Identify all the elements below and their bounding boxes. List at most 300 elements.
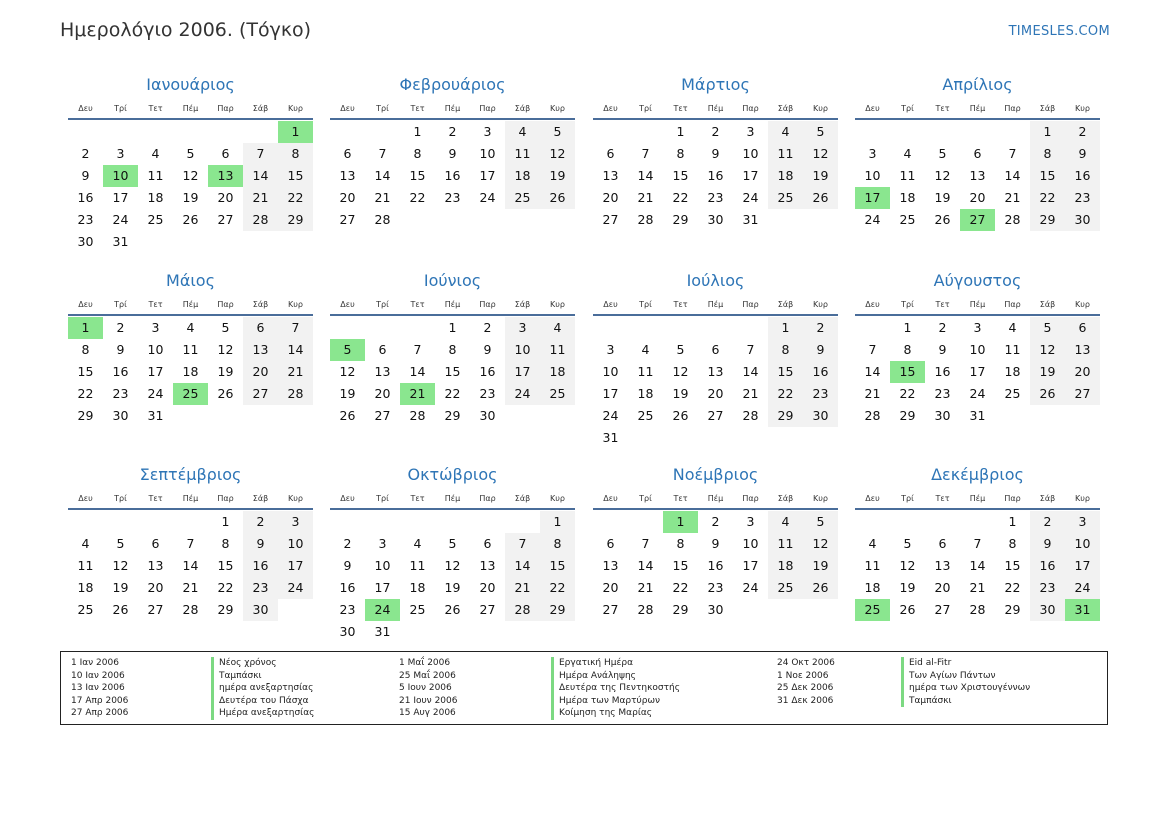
day-cell: 5 (676, 342, 685, 357)
empty-cell (540, 621, 575, 643)
empty-cell (138, 121, 173, 143)
week-row (68, 599, 313, 621)
day-cell: 16 (444, 168, 461, 183)
day-cell: 26 (540, 187, 575, 209)
weekday-label: Δευ (340, 104, 355, 113)
day-cell: 22 (672, 580, 689, 595)
day-cell: 17 (742, 558, 759, 573)
day-cell: 14 (278, 339, 313, 361)
empty-cell (593, 317, 628, 339)
empty-cell (330, 511, 365, 533)
day-cell: 14 (182, 558, 199, 573)
day-cell: 22 (77, 386, 94, 401)
day-cell: 1 (903, 320, 912, 335)
week-row (855, 317, 1100, 339)
weekday-label: Τετ (935, 494, 950, 503)
day-cell: 30 (112, 408, 129, 423)
day-cell: 16 (707, 558, 724, 573)
day-cell: 13 (602, 168, 619, 183)
day-cell: 15 (1030, 165, 1065, 187)
day-cell: 20 (602, 190, 619, 205)
day-cell: 19 (899, 580, 916, 595)
week-row (593, 511, 838, 533)
holiday-name: Των Αγίων Πάντων (901, 670, 1030, 683)
day-cell: 28 (374, 212, 391, 227)
day-cell: 4 (151, 146, 160, 161)
day-cell: 2 (81, 146, 90, 161)
day-cell: 18 (182, 364, 199, 379)
day-cell: 30 (707, 212, 724, 227)
day-cell: 18 (899, 190, 916, 205)
month-block (855, 267, 1100, 427)
empty-cell (470, 621, 505, 643)
day-cell: 28 (637, 212, 654, 227)
header-divider (855, 314, 1100, 316)
empty-cell (855, 121, 890, 143)
day-cell: 23 (444, 190, 461, 205)
weekday-label: Πέμ (969, 494, 986, 503)
day-cell: 9 (483, 342, 492, 357)
day-cell: 14 (243, 165, 278, 187)
holiday-name: Δευτέρα της Πεντηκοστής (551, 682, 680, 695)
day-cell: 2 (243, 511, 278, 533)
day-cell: 16 (112, 364, 129, 379)
empty-cell (698, 427, 733, 449)
weekday-label: Σάβ (252, 104, 269, 113)
day-cell: 16 (707, 168, 724, 183)
day-cell: 7 (278, 317, 313, 339)
day-cell: 10 (1065, 533, 1100, 555)
day-cell: 12 (182, 168, 199, 183)
day-cell: 1 (1008, 514, 1017, 529)
empty-cell (173, 121, 208, 143)
empty-cell (593, 121, 628, 143)
day-cell: 29 (768, 405, 803, 427)
day-cell: 7 (641, 536, 650, 551)
weekday-header (330, 295, 575, 314)
day-cell: 4 (505, 121, 540, 143)
day-cell: 12 (803, 533, 838, 555)
empty-cell (925, 511, 960, 533)
day-cell: 21 (505, 577, 540, 599)
day-cell: 3 (483, 124, 492, 139)
header-divider (330, 508, 575, 510)
day-cell: 24 (147, 386, 164, 401)
holiday-date: 21 Ιουν 2006 (399, 695, 458, 706)
holiday-name: Ημέρα ανεξαρτησίας (211, 707, 314, 720)
day-cell: 9 (343, 558, 352, 573)
empty-cell (505, 209, 540, 231)
empty-cell (278, 231, 313, 253)
day-cell: 20 (339, 190, 356, 205)
day-cell: 6 (938, 536, 947, 551)
weekday-label: Παρ (1004, 104, 1021, 113)
day-cell: 12 (112, 558, 129, 573)
day-cell: 10 (278, 533, 313, 555)
holiday-day-cell: 21 (400, 383, 435, 405)
day-cell: 3 (116, 146, 125, 161)
day-cell: 15 (672, 558, 689, 573)
day-cell: 27 (602, 212, 619, 227)
weekday-header (855, 99, 1100, 118)
weekday-header (855, 489, 1100, 508)
day-cell: 21 (243, 187, 278, 209)
day-cell: 10 (742, 146, 759, 161)
holiday-date: 5 Ιουν 2006 (399, 683, 452, 694)
day-cell: 28 (243, 209, 278, 231)
day-cell: 17 (278, 555, 313, 577)
empty-cell (435, 511, 470, 533)
header-divider (68, 314, 313, 316)
day-cell: 26 (803, 187, 838, 209)
day-cell: 23 (479, 386, 496, 401)
day-cell: 6 (151, 536, 160, 551)
day-cell: 17 (374, 580, 391, 595)
day-cell: 26 (672, 408, 689, 423)
month-name: Αύγουστος (933, 271, 1022, 290)
day-cell: 4 (868, 536, 877, 551)
empty-cell (628, 317, 663, 339)
day-cell: 5 (186, 146, 195, 161)
day-cell: 29 (444, 408, 461, 423)
day-cell: 2 (448, 124, 457, 139)
day-cell: 25 (768, 187, 803, 209)
day-cell: 12 (339, 364, 356, 379)
day-cell: 18 (147, 190, 164, 205)
week-row (68, 143, 313, 165)
week-row (593, 317, 838, 339)
empty-cell (855, 317, 890, 339)
holiday-dates-column (777, 657, 835, 707)
day-cell: 22 (444, 386, 461, 401)
holiday-names-column (551, 657, 680, 720)
day-cell: 25 (147, 212, 164, 227)
weekday-label: Πέμ (444, 494, 461, 503)
weekday-label: Δευ (340, 300, 355, 309)
holiday-date: 25 Δεκ 2006 (777, 683, 834, 694)
empty-cell (995, 405, 1030, 427)
day-cell: 2 (483, 320, 492, 335)
holiday-date: 15 Αυγ 2006 (399, 708, 456, 719)
day-cell: 6 (711, 342, 720, 357)
day-cell: 9 (243, 533, 278, 555)
day-cell: 7 (641, 146, 650, 161)
day-cell: 17 (1065, 555, 1100, 577)
header-divider (593, 508, 838, 510)
holiday-name: ημέρα των Χριστουγέννων (901, 682, 1030, 695)
month-name: Μάιος (166, 271, 215, 290)
holiday-dates-column (399, 657, 457, 720)
holiday-name: Δευτέρα του Πάσχα (211, 695, 314, 708)
month-name: Οκτώβριος (407, 465, 498, 484)
day-cell: 16 (1065, 165, 1100, 187)
day-cell: 2 (116, 320, 125, 335)
empty-cell (278, 405, 313, 427)
month-name: Φεβρουάριος (399, 75, 506, 94)
day-cell: 8 (676, 536, 685, 551)
day-cell: 25 (1004, 386, 1021, 401)
day-cell: 6 (221, 146, 230, 161)
empty-cell (400, 317, 435, 339)
weekday-label: Πέμ (969, 300, 986, 309)
empty-cell (890, 511, 925, 533)
header-divider (593, 118, 838, 120)
weekday-label: Δευ (603, 494, 618, 503)
day-cell: 10 (864, 168, 881, 183)
day-cell: 22 (672, 190, 689, 205)
day-cell: 8 (540, 533, 575, 555)
day-cell: 26 (182, 212, 199, 227)
day-cell: 20 (479, 580, 496, 595)
day-cell: 24 (969, 386, 986, 401)
day-cell: 13 (969, 168, 986, 183)
day-cell: 12 (444, 558, 461, 573)
week-row (330, 533, 575, 555)
empty-cell (768, 599, 803, 621)
week-row (593, 405, 838, 427)
weekday-label: Τρί (901, 104, 914, 113)
weekday-header (330, 99, 575, 118)
week-row (855, 555, 1100, 577)
day-cell: 20 (707, 386, 724, 401)
day-cell: 12 (217, 342, 234, 357)
weekday-label: Πέμ (969, 104, 986, 113)
week-row (593, 361, 838, 383)
day-cell: 7 (186, 536, 195, 551)
day-cell: 6 (483, 536, 492, 551)
holiday-dates-column (71, 657, 128, 720)
week-row (68, 339, 313, 361)
day-cell: 28 (278, 383, 313, 405)
day-cell: 15 (217, 558, 234, 573)
empty-cell (855, 511, 890, 533)
site-link[interactable]: TIMESLES.COM (1008, 24, 1110, 39)
empty-cell (733, 427, 768, 449)
day-cell: 26 (112, 602, 129, 617)
empty-cell (208, 231, 243, 253)
weekday-label: Κυρ (288, 494, 303, 503)
day-cell: 1 (1030, 121, 1065, 143)
day-cell: 16 (1030, 555, 1065, 577)
day-cell: 9 (1065, 143, 1100, 165)
holiday-day-cell: 17 (855, 187, 890, 209)
empty-cell (733, 317, 768, 339)
day-cell: 4 (81, 536, 90, 551)
week-row (330, 511, 575, 533)
empty-cell (243, 405, 278, 427)
empty-cell (435, 209, 470, 231)
week-row (330, 405, 575, 427)
day-cell: 12 (540, 143, 575, 165)
weekday-label: Παρ (479, 300, 496, 309)
day-cell: 5 (803, 121, 838, 143)
month-name: Ιούλιος (686, 271, 745, 290)
day-cell: 27 (934, 602, 951, 617)
day-cell: 5 (1030, 317, 1065, 339)
day-cell: 10 (742, 536, 759, 551)
weekday-label: Παρ (479, 494, 496, 503)
day-cell: 18 (1004, 364, 1021, 379)
day-cell: 21 (1004, 190, 1021, 205)
holiday-name: ημέρα ανεξαρτησίας (211, 682, 314, 695)
day-cell: 9 (938, 342, 947, 357)
day-cell: 24 (479, 190, 496, 205)
day-cell: 19 (444, 580, 461, 595)
day-cell: 7 (1008, 146, 1017, 161)
day-cell: 3 (378, 536, 387, 551)
week-row (68, 231, 313, 253)
day-cell: 8 (903, 342, 912, 357)
day-cell: 5 (803, 511, 838, 533)
empty-cell (698, 317, 733, 339)
holiday-day-cell: 5 (330, 339, 365, 361)
day-cell: 22 (409, 190, 426, 205)
day-cell: 21 (637, 190, 654, 205)
weekday-label: Πέμ (707, 300, 724, 309)
empty-cell (925, 121, 960, 143)
day-cell: 10 (505, 339, 540, 361)
empty-cell (768, 209, 803, 231)
weekday-label: Παρ (217, 104, 234, 113)
day-cell: 11 (637, 364, 654, 379)
weekday-label: Σάβ (777, 494, 794, 503)
week-row (855, 209, 1100, 231)
weekday-label: Κυρ (813, 300, 828, 309)
week-row (68, 533, 313, 555)
week-row (593, 339, 838, 361)
day-cell: 15 (540, 555, 575, 577)
week-row (330, 621, 575, 643)
weekday-label: Σάβ (777, 104, 794, 113)
day-cell: 5 (540, 121, 575, 143)
day-cell: 23 (1065, 187, 1100, 209)
day-cell: 11 (899, 168, 916, 183)
holiday-date: 1 Νοε 2006 (777, 670, 829, 681)
day-cell: 9 (448, 146, 457, 161)
month-block (330, 71, 575, 231)
day-cell: 23 (707, 190, 724, 205)
week-row (330, 339, 575, 361)
holiday-day-cell: 24 (365, 599, 400, 621)
empty-cell (208, 121, 243, 143)
day-cell: 7 (243, 143, 278, 165)
holiday-name: Εργατική Ημέρα (551, 657, 680, 670)
holiday-name: Κοίμηση της Μαρίας (551, 707, 680, 720)
weekday-label: Δευ (78, 494, 93, 503)
empty-cell (505, 405, 540, 427)
day-cell: 9 (711, 536, 720, 551)
day-cell: 21 (637, 580, 654, 595)
weekday-label: Πέμ (182, 104, 199, 113)
day-cell: 16 (77, 190, 94, 205)
day-cell: 24 (602, 408, 619, 423)
day-cell: 21 (182, 580, 199, 595)
day-cell: 20 (217, 190, 234, 205)
weekday-label: Τρί (114, 494, 127, 503)
empty-cell (68, 121, 103, 143)
day-cell: 5 (938, 146, 947, 161)
day-cell: 3 (278, 511, 313, 533)
day-cell: 8 (278, 143, 313, 165)
day-cell: 12 (934, 168, 951, 183)
week-row (855, 165, 1100, 187)
weekday-label: Σάβ (252, 494, 269, 503)
day-cell: 16 (479, 364, 496, 379)
empty-cell (960, 511, 995, 533)
day-cell: 31 (969, 408, 986, 423)
week-row (330, 187, 575, 209)
day-cell: 14 (637, 558, 654, 573)
day-cell: 8 (81, 342, 90, 357)
week-row (855, 383, 1100, 405)
day-cell: 1 (221, 514, 230, 529)
weekday-label: Τρί (639, 300, 652, 309)
day-cell: 28 (409, 408, 426, 423)
day-cell: 27 (147, 602, 164, 617)
day-cell: 17 (479, 168, 496, 183)
empty-cell (1030, 405, 1065, 427)
day-cell: 27 (479, 602, 496, 617)
week-row (593, 143, 838, 165)
empty-cell (243, 121, 278, 143)
day-cell: 25 (505, 187, 540, 209)
day-cell: 10 (479, 146, 496, 161)
week-row (330, 317, 575, 339)
month-name: Ιανουάριος (146, 75, 235, 94)
week-row (855, 533, 1100, 555)
day-cell: 28 (182, 602, 199, 617)
day-cell: 14 (409, 364, 426, 379)
week-row (68, 577, 313, 599)
day-cell: 6 (606, 146, 615, 161)
day-cell: 17 (147, 364, 164, 379)
day-cell: 14 (505, 555, 540, 577)
day-cell: 27 (707, 408, 724, 423)
holiday-day-cell: 27 (960, 209, 995, 231)
header-divider (855, 118, 1100, 120)
weekday-label: Τετ (673, 104, 688, 113)
day-cell: 9 (116, 342, 125, 357)
day-cell: 31 (602, 430, 619, 445)
day-cell: 19 (217, 364, 234, 379)
weekday-label: Κυρ (813, 104, 828, 113)
weekday-label: Δευ (865, 104, 880, 113)
month-block (330, 267, 575, 427)
empty-cell (278, 599, 313, 621)
week-row (593, 599, 838, 621)
weekday-label: Κυρ (813, 494, 828, 503)
week-row (855, 599, 1100, 621)
week-row (593, 533, 838, 555)
header-divider (855, 508, 1100, 510)
day-cell: 2 (938, 320, 947, 335)
week-row (593, 577, 838, 599)
week-row (330, 577, 575, 599)
week-row (593, 187, 838, 209)
day-cell: 14 (742, 364, 759, 379)
week-row (855, 187, 1100, 209)
day-cell: 31 (742, 212, 759, 227)
month-block (68, 267, 313, 427)
day-cell: 11 (864, 558, 881, 573)
empty-cell (400, 209, 435, 231)
weekday-label: Παρ (742, 300, 759, 309)
day-cell: 26 (803, 577, 838, 599)
day-cell: 22 (1030, 187, 1065, 209)
day-cell: 24 (112, 212, 129, 227)
weekday-label: Δευ (340, 494, 355, 503)
day-cell: 27 (1065, 383, 1100, 405)
